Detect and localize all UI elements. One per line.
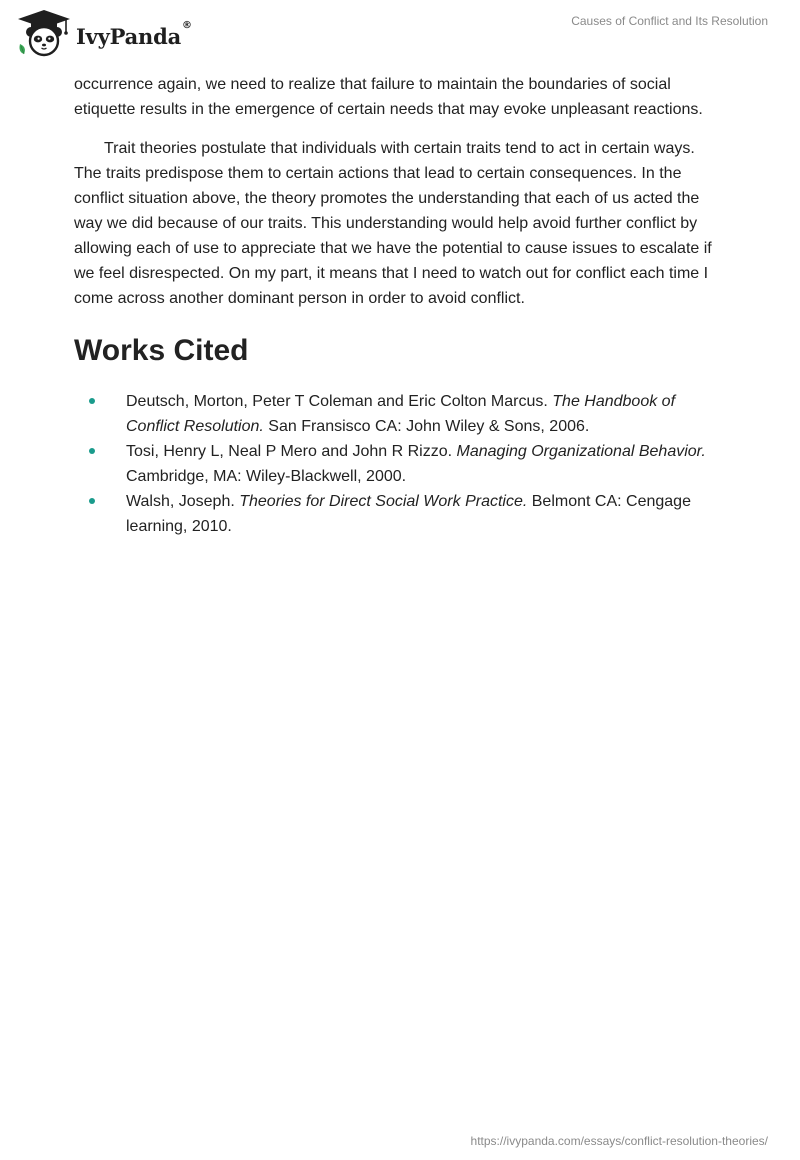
citation-publication: San Fransisco CA: John Wiley & Sons, 2006.: [263, 418, 590, 435]
page-header: [0, 0, 800, 70]
citation-title: The Handbook of Conflict Resolution.: [126, 393, 676, 435]
citation-item: [74, 389, 724, 439]
citation-item: [74, 489, 724, 539]
paragraph: occurrence again, we need to realize that failure to maintain the boundaries of social etiquette results in the emergence of certain needs that may evoke unpleasant reactions.: [74, 76, 703, 118]
works-cited-list: [74, 389, 724, 539]
panda-graduate-icon: [16, 8, 72, 58]
ivypanda-logo[interactable]: [16, 8, 192, 58]
citation-publication: Cambridge, MA: Wiley-Blackwell, 2000.: [126, 468, 407, 485]
citation-authors: Walsh, Joseph.: [126, 493, 240, 510]
citation-authors: Tosi, Henry L, Neal P Mero and John R Rizzo.: [126, 443, 457, 460]
citation-publication: Belmont CA: Cengage learning, 2010.: [126, 493, 691, 535]
document-title: Causes of Conflict and Its Resolution: [571, 14, 768, 28]
works-cited-heading: Works Cited: [74, 334, 249, 367]
citation-item: [74, 439, 724, 489]
essay-content: [74, 72, 724, 539]
source-url-link[interactable]: https://ivypanda.com/essays/conflict-resolution-theories/: [470, 1134, 768, 1148]
logo-text: IvyPanda®: [76, 19, 192, 49]
citation-title: Managing Organizational Behavior.: [456, 443, 706, 460]
paragraph: Trait theories postulate that individuals with certain traits tend to act in certain ways. The traits predispose them to certain actions that lead to certain consequences. In the conflict situation above, the theory promotes the understanding that each of us acted the way we did because of our traits. This understanding would help avoid further conflict by allowing each of use to appreciate that we have the potential to cause issues to escalate if we feel disrespected. On my part, it means that I need to watch out for conflict each time I come across another dominant person in order to avoid conflict.: [74, 140, 712, 307]
citation-authors: Deutsch, Morton, Peter T Coleman and Eric Colton Marcus.: [126, 393, 553, 410]
registered-mark: ®: [182, 19, 192, 31]
citation-title: Theories for Direct Social Work Practice.: [239, 493, 528, 510]
bullet-icon: [89, 448, 95, 454]
bullet-icon: [89, 398, 95, 404]
bullet-icon: [89, 498, 95, 504]
